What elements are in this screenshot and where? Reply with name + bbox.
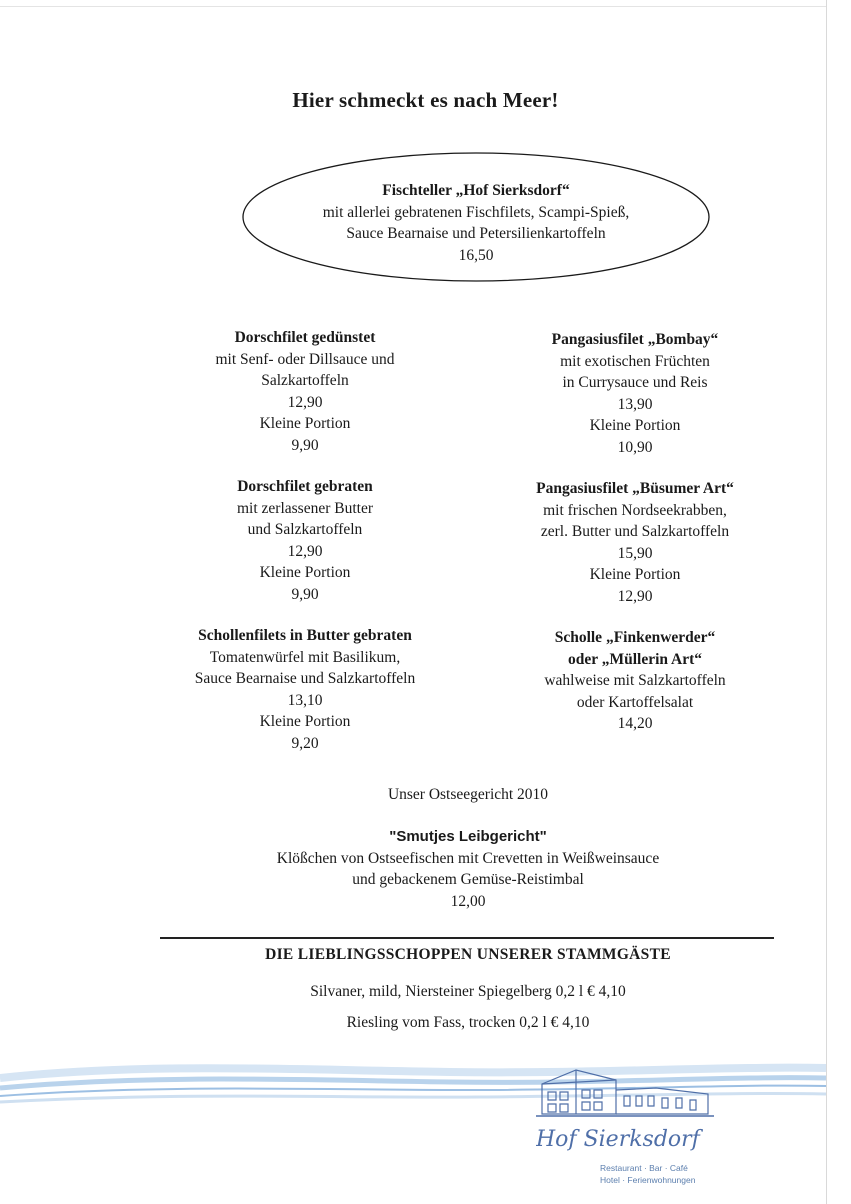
hotel-logo [536,1062,726,1162]
special-dish [0,826,851,912]
menu-item [480,329,790,458]
menu-item-price: 12,90 [287,542,323,560]
feature-desc-2: Sauce Bearnaise und Petersilienkartoffeln [346,225,606,242]
menu-item-price: 15,90 [617,544,653,562]
scan-top-edge [0,6,826,7]
menu-item-desc: Salzkartoffeln [261,372,349,389]
wine-item: Silvaner, mild, Niersteiner Spiegelberg 0,2 l € 4,10 [310,983,626,1000]
menu-item-price: 12,90 [287,393,323,411]
menu-item [150,625,460,754]
menu-item [480,478,790,607]
special-desc-2: und gebackenem Gemüse-Reistimbal [352,871,584,888]
menu-item-price: 13,90 [617,395,653,413]
menu-item-desc: mit Senf- oder Dillsauce und [215,350,395,368]
menu-item-title: Scholle „Finkenwerder“ [554,629,716,646]
logo-tagline-2: Hotel · Ferienwohnungen [600,1175,696,1185]
menu-item-title-alt: oder „Müllerin Art“ [567,650,703,668]
menu-item-small-label: Kleine Portion [259,713,351,730]
special-desc-1: Klößchen von Ostseefischen mit Crevetten in Weißweinsauce [276,849,660,867]
menu-item-desc: und Salzkartoffeln [247,521,363,538]
menu-item-desc: zerl. Butter und Salzkartoffeln [540,523,730,540]
menu-item-title: Dorschfilet gedünstet [234,329,376,346]
menu-item-desc: Sauce Bearnaise und Salzkartoffeln [194,670,416,687]
wine-item: Riesling vom Fass, trocken 0,2 l € 4,10 [346,1014,590,1031]
feature-dish [256,180,696,266]
menu-item-small-label: Kleine Portion [259,564,351,581]
menu-item-desc: in Currysauce und Reis [562,374,708,391]
menu-item-desc: mit frischen Nordseekrabben, [543,501,727,519]
menu-item-small-label: Kleine Portion [589,566,681,583]
menu-item-small-label: Kleine Portion [589,417,681,434]
special-price: 12,00 [450,892,486,910]
menu-item-small-price: 12,90 [617,587,653,605]
menu-item-desc: mit exotischen Früchten [560,352,710,370]
menu-item [150,327,460,456]
menu-item-title: Schollenfilets in Butter gebraten [198,627,412,644]
menu-item-title: Pangasiusfilet „Büsumer Art“ [536,480,734,497]
menu-item-small-price: 10,90 [617,438,653,456]
menu-item-desc: wahlweise mit Salzkartoffeln [544,672,726,689]
menu-item-price: 14,20 [617,715,653,732]
menu-item-desc: Tomatenwürfel mit Basilikum, [209,648,401,666]
menu-item-small-price: 9,90 [291,585,319,603]
feature-desc-1: mit allerlei gebratenen Fischfilets, Scampi-Spieß, [322,203,630,221]
menu-item-small-price: 9,90 [291,436,319,454]
menu-item [480,627,790,735]
logo-tagline-1: Restaurant · Bar · Café [600,1163,688,1173]
menu-item-title: Pangasiusfilet „Bombay“ [551,331,719,348]
menu-item-price: 13,10 [287,691,323,709]
hotel-building-icon [536,1070,714,1116]
logo-wordmark: Hof Sierksdorf [536,1127,700,1152]
menu-item-desc: mit zerlassener Butter [236,499,373,517]
menu-item [150,476,460,605]
feature-title: Fischteller „Hof Sierksdorf“ [382,182,570,199]
menu-item-small-price: 9,20 [291,734,319,752]
special-tag: Unser Ostseegericht 2010 [387,786,549,803]
feature-price: 16,50 [458,246,494,264]
wine-heading: DIE LIEBLINGSSCHOPPEN UNSERER STAMMGÄSTE [265,946,671,963]
menu-item-title: Dorschfilet gebraten [237,478,373,495]
special-title: "Smutjes Leibgericht" [389,828,547,845]
section-divider [160,937,774,939]
menu-item-small-label: Kleine Portion [259,415,351,432]
page-headline: Hier schmeckt es nach Meer! [292,88,559,112]
menu-item-desc: oder Kartoffelsalat [576,693,694,711]
